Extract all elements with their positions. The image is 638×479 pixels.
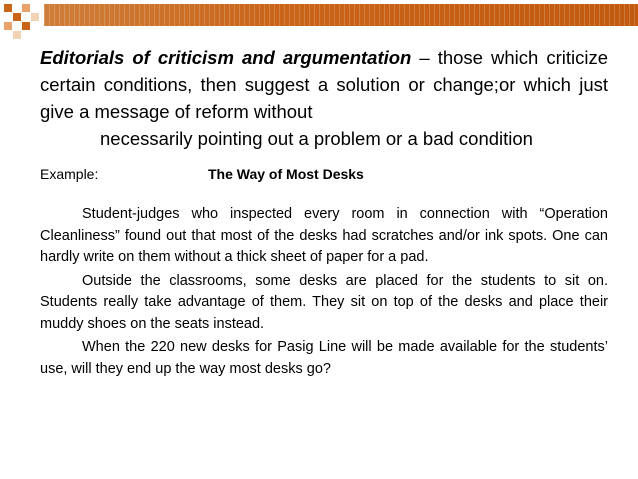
decor-square bbox=[13, 31, 21, 39]
example-row bbox=[40, 166, 608, 186]
definition-heading bbox=[40, 44, 608, 152]
definition-term: Editorials of criticism and argumentation bbox=[40, 47, 412, 68]
example-label: Example: bbox=[40, 166, 99, 182]
header-band bbox=[44, 4, 638, 26]
decor-square bbox=[13, 13, 21, 21]
example-paragraph: Student-judges who inspected every room in connection with “Operation Cleanliness” found out that most of the desks had scratches and/or ink spots. One can hardly write on them without a thick sheet of paper for a pad. bbox=[40, 206, 608, 265]
definition-text-last-line: necessarily pointing out a problem or a bad condition bbox=[100, 128, 533, 149]
decor-square bbox=[22, 4, 30, 12]
header-decoration bbox=[0, 0, 638, 48]
decor-square bbox=[22, 22, 30, 30]
decor-square bbox=[4, 22, 12, 30]
example-body bbox=[40, 204, 608, 380]
decor-square bbox=[4, 4, 12, 12]
decor-square bbox=[31, 13, 39, 21]
example-title: The Way of Most Desks bbox=[208, 166, 364, 182]
definition-text: – those which criticize certain conditions, then suggest a solution or change;or which just give a message of reform without bbox=[40, 47, 608, 122]
example-paragraph: When the 220 new desks for Pasig Line will be made available for the students’ use, will they end up the way most desks go? bbox=[40, 339, 608, 377]
slide-content bbox=[40, 44, 608, 382]
example-paragraph: Outside the classrooms, some desks are placed for the students to sit on. Students really take advantage of them. They sit on top of the desks and place their muddy shoes on the seats instead. bbox=[40, 272, 608, 332]
